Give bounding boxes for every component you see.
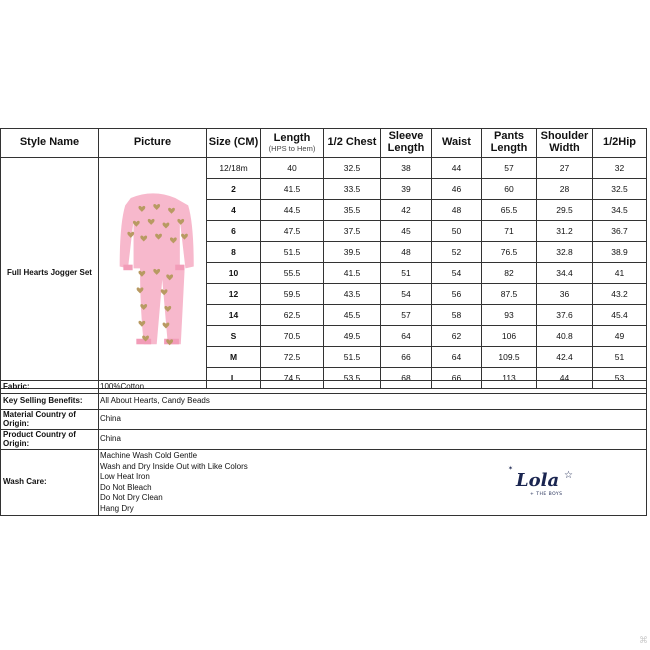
cell-sleeve: 51 [381,263,432,284]
care-instruction: Machine Wash Cold Gentle [100,451,198,460]
cell-chest: 33.5 [324,179,381,200]
cell-size: 12 [207,284,261,305]
care-label: Wash Care: [1,450,99,516]
header-waist: Waist [432,129,482,158]
cell-size: 6 [207,221,261,242]
cell-chest: 43.5 [324,284,381,305]
size-row [1,158,647,179]
cell-shoulder: 27 [537,158,593,179]
cell-size: S [207,326,261,347]
cell-waist: 50 [432,221,482,242]
size-chart-sheet [0,128,650,520]
cell-sleeve: 48 [381,242,432,263]
cell-size: 8 [207,242,261,263]
style-name-cell: Full Hearts Jogger Set [1,158,99,389]
cell-hip: 36.7 [593,221,647,242]
material-label: Material Country of Origin: [1,410,99,430]
cell-sleeve: 54 [381,284,432,305]
cell-sleeve: 42 [381,200,432,221]
care-value [99,450,647,516]
jogger-set-image [103,173,203,373]
cell-hip: 32 [593,158,647,179]
care-instruction: Hang Dry [100,503,134,513]
cell-waist: 54 [432,263,482,284]
cell-chest: 45.5 [324,305,381,326]
product-label: Product Country of Origin: [1,430,99,450]
product-row [1,430,647,450]
cell-sleeve: 68 [381,368,432,389]
cell-size: M [207,347,261,368]
lola-logo [506,462,586,502]
cell-chest: 32.5 [324,158,381,179]
cell-shoulder: 34.4 [537,263,593,284]
fabric-value: 100%Cotton [99,381,647,394]
cell-pants: 60 [482,179,537,200]
cell-shoulder: 40.8 [537,326,593,347]
cell-size: 10 [207,263,261,284]
cell-length: 51.5 [261,242,324,263]
cell-waist: 52 [432,242,482,263]
header-shoulder: Shoulder Width [537,129,593,158]
cell-sleeve: 66 [381,347,432,368]
cell-sleeve: 57 [381,305,432,326]
cell-chest: 49.5 [324,326,381,347]
care-instruction: Do Not Dry Clean [100,493,163,502]
cell-hip: 38.9 [593,242,647,263]
cell-size: 2 [207,179,261,200]
cell-waist: 64 [432,347,482,368]
care-instruction: Low Heat Iron [100,472,150,481]
cell-shoulder: 31.2 [537,221,593,242]
cell-hip: 32.5 [593,179,647,200]
logo-name: Lola [516,470,560,491]
cell-pants: 87.5 [482,284,537,305]
logo-tagline: + THE BOYS [530,492,563,497]
header-length [261,129,324,158]
cell-shoulder: 32.8 [537,242,593,263]
cell-length: 59.5 [261,284,324,305]
cell-chest: 39.5 [324,242,381,263]
cell-waist: 62 [432,326,482,347]
cell-chest: 41.5 [324,263,381,284]
info-table [0,380,647,516]
header-sleeve: Sleeve Length [381,129,432,158]
cell-pants: 109.5 [482,347,537,368]
cell-hip: 53 [593,368,647,389]
cell-shoulder: 42.4 [537,347,593,368]
cell-hip: 51 [593,347,647,368]
cell-length: 47.5 [261,221,324,242]
header-chest: 1/2 Chest [324,129,381,158]
care-instruction: Wash and Dry Inside Out with Like Colors [100,461,248,471]
header-style-name: Style Name [1,129,99,158]
picture-cell [99,158,207,389]
header-row [1,129,647,158]
cell-length: 70.5 [261,326,324,347]
header-size: Size (CM) [207,129,261,158]
fabric-row [1,381,647,394]
ksb-row [1,394,647,410]
cell-pants: 93 [482,305,537,326]
cell-waist: 56 [432,284,482,305]
fabric-label: Fabric: [1,381,99,394]
cell-shoulder: 36 [537,284,593,305]
material-row [1,410,647,430]
cell-hip: 34.5 [593,200,647,221]
cell-size: 4 [207,200,261,221]
cell-hip: 43.2 [593,284,647,305]
cell-shoulder: 37.6 [537,305,593,326]
cell-pants: 76.5 [482,242,537,263]
cell-sleeve: 38 [381,158,432,179]
cell-length: 74.5 [261,368,324,389]
cell-pants: 65.5 [482,200,537,221]
cell-hip: 41 [593,263,647,284]
cell-length: 40 [261,158,324,179]
cell-sleeve: 45 [381,221,432,242]
cell-length: 41.5 [261,179,324,200]
cell-hip: 45.4 [593,305,647,326]
corner-mark-icon: ⌘ [639,635,648,645]
svg-text:✶: ✶ [508,465,514,472]
ksb-value: All About Hearts, Candy Beads [99,394,647,410]
ksb-label: Key Selling Benefits: [1,394,99,410]
cell-size: L [207,368,261,389]
size-table [0,128,647,389]
cell-waist: 48 [432,200,482,221]
cell-pants: 113 [482,368,537,389]
header-length-label: Length [273,132,311,145]
header-length-sub: (HPS to Hem) [268,143,316,153]
cell-waist: 44 [432,158,482,179]
cell-shoulder: 29.5 [537,200,593,221]
cell-length: 44.5 [261,200,324,221]
header-pants: Pants Length [482,129,537,158]
header-picture: Picture [99,129,207,158]
cell-chest: 37.5 [324,221,381,242]
cell-chest: 35.5 [324,200,381,221]
cell-chest: 53.5 [324,368,381,389]
product-value: China [99,430,647,450]
cell-sleeve: 64 [381,326,432,347]
cell-shoulder: 28 [537,179,593,200]
material-value: China [99,410,647,430]
cell-waist: 58 [432,305,482,326]
header-hip: 1/2Hip [593,129,647,158]
cell-pants: 71 [482,221,537,242]
cell-waist: 46 [432,179,482,200]
cell-size: 14 [207,305,261,326]
cell-size: 12/18m [207,158,261,179]
cell-length: 62.5 [261,305,324,326]
cell-hip: 49 [593,326,647,347]
cell-sleeve: 39 [381,179,432,200]
svg-text:☆: ☆ [564,470,573,481]
cell-pants: 57 [482,158,537,179]
cell-pants: 82 [482,263,537,284]
cell-length: 72.5 [261,347,324,368]
cell-chest: 51.5 [324,347,381,368]
cell-waist: 66 [432,368,482,389]
cell-length: 55.5 [261,263,324,284]
cell-pants: 106 [482,326,537,347]
care-instruction: Do Not Bleach [100,482,152,492]
cell-shoulder: 44 [537,368,593,389]
care-row [1,450,647,516]
